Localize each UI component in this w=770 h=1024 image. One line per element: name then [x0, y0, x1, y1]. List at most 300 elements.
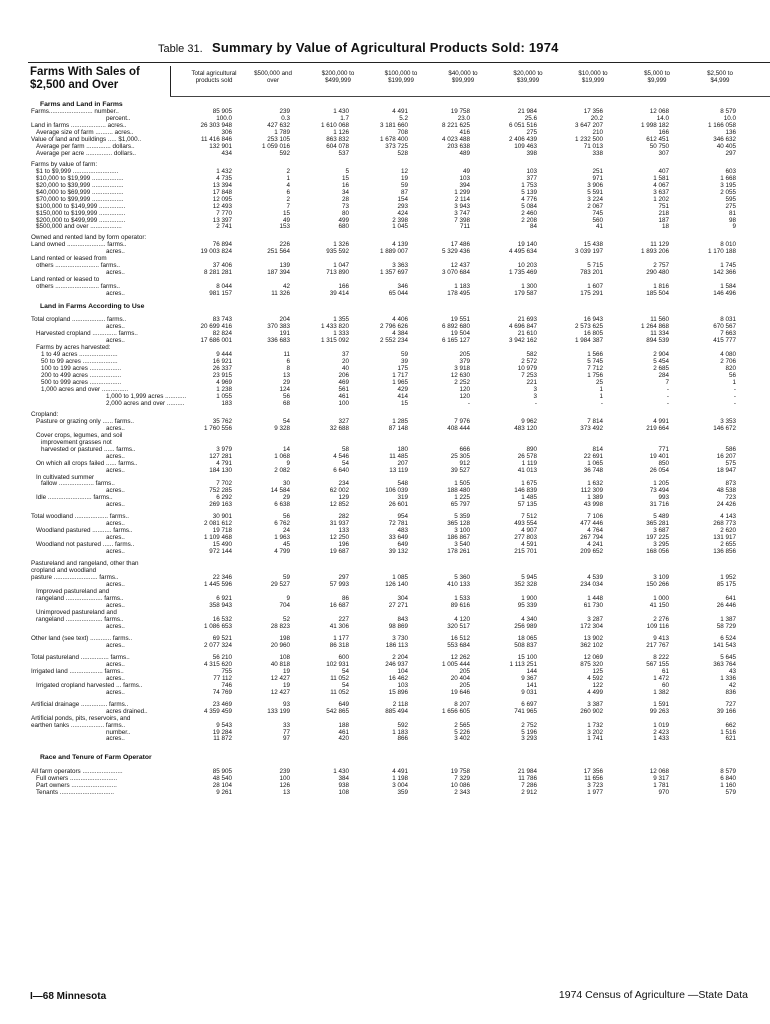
- cell-value: 4 591: [521, 541, 537, 549]
- cell-value: 4 023 488: [441, 135, 470, 143]
- cell-value: 3 295: [653, 541, 669, 549]
- cell-value: 6 921: [216, 595, 232, 603]
- row-label: rangeland ..................... farms..: [36, 615, 124, 623]
- row-label: percent..: [106, 114, 131, 122]
- cell-value: 293: [397, 202, 408, 210]
- cell-value: 850: [658, 459, 669, 467]
- row-label: others ......................... farms..: [36, 283, 120, 291]
- cell-value: 8 281 281: [203, 269, 232, 277]
- cell-value: -: [600, 399, 603, 407]
- cell-value: 253 105: [267, 135, 290, 143]
- row-label: 50 to 99 acres ....................: [41, 357, 118, 365]
- section-heading: Farms and Land in Farms: [40, 101, 123, 108]
- cell-value: 15 896: [388, 688, 408, 696]
- column-header-line: $500,000 and: [254, 70, 292, 77]
- row-label: acres..: [106, 548, 125, 556]
- cell-value: 16 687: [329, 601, 349, 609]
- cell-value: 187 394: [267, 269, 290, 277]
- cell-value: 16 512: [450, 634, 470, 642]
- cell-value: 1 432: [216, 167, 232, 175]
- cell-value: 3 100: [454, 527, 470, 535]
- cell-value: 9: [286, 459, 290, 467]
- cell-value: 16 207: [716, 452, 736, 460]
- column-header-line: $100,000 to: [384, 70, 418, 77]
- row-label: Average per farm .............. dollars..: [36, 142, 135, 150]
- cell-value: 43 998: [583, 501, 603, 509]
- cell-value: 86: [341, 595, 349, 603]
- row-label: Idle ......................... farms..: [36, 494, 113, 502]
- cell-value: 1 086 653: [203, 622, 232, 630]
- cell-value: 1 717: [392, 371, 408, 379]
- cell-value: 73: [341, 202, 349, 210]
- cell-value: -: [733, 392, 736, 400]
- cell-value: 1 516: [720, 728, 736, 736]
- cell-value: 39 132: [388, 548, 408, 556]
- cell-value: 98 869: [388, 622, 408, 630]
- column-header-line: $40,000 to: [448, 70, 478, 77]
- cell-value: 133: [338, 527, 349, 535]
- cell-value: 18: [661, 223, 669, 231]
- cell-value: 98: [728, 216, 736, 224]
- cell-value: 1 000: [653, 595, 669, 603]
- cell-value: 191: [279, 330, 290, 338]
- cell-value: 10.0: [723, 114, 736, 122]
- cell-value: 373 492: [580, 424, 603, 432]
- row-label: acres..: [106, 337, 125, 345]
- cell-value: 1 326: [333, 241, 349, 249]
- cell-value: 1 430: [333, 768, 349, 776]
- cell-value: 180: [397, 445, 408, 453]
- cell-value: 938: [338, 782, 349, 790]
- cell-value: -: [534, 399, 537, 407]
- cell-value: 771: [658, 445, 669, 453]
- cell-value: 866: [397, 735, 408, 743]
- cell-value: 103: [397, 681, 408, 689]
- cell-value: 144: [526, 667, 537, 675]
- cell-value: 338: [592, 149, 603, 157]
- column-header-line: $99,999: [451, 77, 475, 84]
- row-label: Cropland:: [31, 410, 59, 418]
- cell-value: 122: [592, 681, 603, 689]
- cell-value: 3 353: [720, 417, 736, 425]
- cell-value: 5 715: [587, 262, 603, 270]
- cell-value: 12 493: [212, 202, 232, 210]
- cell-value: 3 906: [587, 181, 603, 189]
- cell-value: 16: [341, 181, 349, 189]
- cell-value: -: [666, 392, 669, 400]
- cell-value: 4 406: [392, 316, 408, 324]
- cell-value: 127 281: [209, 452, 232, 460]
- cell-value: 205: [459, 681, 470, 689]
- cell-value: 27 271: [388, 601, 408, 609]
- cell-value: 1 745: [720, 262, 736, 270]
- cell-value: 1 952: [720, 574, 736, 582]
- cell-value: 1 584: [720, 283, 736, 291]
- cell-value: 4 735: [216, 174, 232, 182]
- cell-value: 3 109: [653, 574, 669, 582]
- cell-value: 19 758: [450, 768, 470, 776]
- cell-value: 9 962: [521, 417, 537, 425]
- cell-value: 1.7: [340, 114, 349, 122]
- cell-value: 136: [725, 128, 736, 136]
- cell-value: 15 100: [517, 653, 537, 661]
- cell-value: 11 485: [389, 452, 408, 460]
- cell-value: 1 202: [653, 195, 669, 203]
- cell-value: 1 741: [587, 735, 603, 743]
- cell-value: 752 285: [209, 487, 232, 495]
- row-label: pasture ......................... farms..: [31, 574, 119, 582]
- cell-value: 1 047: [333, 262, 349, 270]
- cell-value: 2 343: [454, 789, 470, 797]
- cell-value: 25: [595, 378, 603, 386]
- row-label: Average per acre ............... dollars..: [36, 149, 136, 157]
- row-label: acres..: [106, 424, 125, 432]
- cell-value: 5 329 436: [441, 248, 470, 256]
- cell-value: 713 890: [326, 269, 349, 277]
- cell-value: 3 637: [653, 188, 669, 196]
- cell-value: 33: [282, 721, 290, 729]
- cell-value: -: [666, 399, 669, 407]
- cell-value: 29 527: [270, 581, 290, 589]
- cell-value: 22 691: [583, 452, 603, 460]
- cell-value: 3 387: [587, 700, 603, 708]
- cell-value: 2 208: [521, 216, 537, 224]
- cell-value: 4 799: [274, 548, 290, 556]
- cell-value: 12: [400, 167, 408, 175]
- row-label: Farms......................... number..: [31, 107, 119, 115]
- cell-value: 16 532: [212, 615, 232, 623]
- cell-value: 19 718: [212, 527, 232, 535]
- cell-value: 592: [279, 149, 290, 157]
- cell-value: 2 741: [216, 223, 232, 231]
- cell-value: 327: [338, 417, 349, 425]
- cell-value: 28 104: [212, 782, 232, 790]
- cell-value: 32 688: [329, 424, 349, 432]
- cell-value: 11 560: [650, 316, 669, 324]
- cell-value: 77: [282, 728, 290, 736]
- footer-page-label: I—68 Minnesota: [30, 991, 107, 1002]
- cell-value: 2 706: [720, 357, 736, 365]
- cell-value: 2 460: [521, 209, 537, 217]
- cell-value: 5: [345, 167, 349, 175]
- cell-value: 268 773: [713, 520, 736, 528]
- row-label: acres..: [106, 520, 125, 528]
- cell-value: 24 426: [716, 501, 736, 509]
- cell-value: 2 904: [653, 351, 669, 358]
- row-label: Full owners ...........................: [36, 775, 118, 783]
- cell-value: 100.0: [216, 114, 232, 122]
- row-label: Total cropland ................... farms..: [31, 316, 127, 324]
- cell-value: 234 034: [580, 581, 603, 589]
- cell-value: 1 387: [720, 615, 736, 623]
- cell-value: 1 183: [454, 283, 470, 291]
- cell-value: 711: [459, 223, 470, 231]
- cell-value: 1 045: [392, 223, 408, 231]
- cell-value: 2 082: [274, 466, 290, 474]
- cell-value: 1 333: [333, 330, 349, 338]
- cell-value: 6 051 516: [508, 121, 537, 129]
- cell-value: 528: [397, 149, 408, 157]
- cell-value: 1 170 188: [707, 248, 736, 256]
- cell-value: 1 382: [653, 688, 669, 696]
- cell-value: 19 003 824: [200, 248, 232, 256]
- cell-value: 120: [459, 385, 470, 393]
- cell-value: 23 915: [212, 371, 232, 379]
- cell-value: 670 567: [713, 323, 736, 331]
- cell-value: 25 305: [450, 452, 470, 460]
- cell-value: 89 616: [450, 601, 470, 609]
- row-label: acres..: [106, 248, 125, 256]
- cell-value: 37 406: [212, 262, 232, 270]
- cell-value: 1 566: [587, 351, 603, 358]
- cell-value: -: [467, 399, 470, 407]
- cell-value: 12 437: [450, 262, 470, 270]
- cell-value: 206: [338, 371, 349, 379]
- cell-value: 59: [400, 181, 408, 189]
- row-label: Other land (see text) ............ farms..: [31, 634, 133, 642]
- cell-value: 11 129: [650, 241, 669, 249]
- cell-value: 2 552 234: [379, 337, 408, 345]
- cell-value: 1 732: [587, 721, 603, 729]
- cell-value: 1 963: [274, 534, 290, 542]
- cell-value: 20 960: [270, 641, 290, 649]
- cell-value: 40 405: [716, 142, 736, 150]
- column-header-line: $4,999: [710, 77, 730, 84]
- cell-value: 4 764: [587, 527, 603, 535]
- row-label: acres..: [106, 674, 125, 682]
- cell-value: 72 781: [388, 520, 408, 528]
- row-label: acres..: [106, 735, 125, 743]
- cell-value: 1 225: [454, 494, 470, 502]
- cell-value: 2 077 324: [203, 641, 232, 649]
- cell-value: 141: [526, 681, 537, 689]
- cell-value: 86 318: [329, 641, 349, 649]
- cell-value: 106 039: [385, 487, 408, 495]
- cell-value: 1 753: [521, 181, 537, 189]
- cell-value: 10 086: [450, 782, 470, 790]
- cell-value: 59: [282, 574, 290, 582]
- cell-value: 7 398: [454, 216, 470, 224]
- cell-value: 11 656: [584, 775, 603, 783]
- column-header-line: $19,999: [581, 77, 605, 84]
- cell-value: 2: [286, 167, 290, 175]
- cell-value: 885 494: [385, 707, 408, 715]
- cell-value: 2 055: [720, 188, 736, 196]
- row-label: Unimproved pastureland and: [36, 608, 117, 616]
- cell-value: 4 791: [216, 459, 232, 467]
- cell-value: 3 293: [521, 735, 537, 743]
- cell-value: 11 872: [213, 735, 232, 743]
- cell-value: 783 201: [580, 269, 603, 277]
- row-label: Artificial ponds, pits, reservoirs, and: [31, 714, 131, 722]
- cell-value: 741 965: [514, 707, 537, 715]
- cell-value: 9 328: [274, 424, 290, 432]
- cell-value: 508 837: [514, 641, 537, 649]
- cell-value: 3 942 162: [508, 337, 537, 345]
- cell-value: 34: [341, 188, 349, 196]
- cell-value: 11 326: [271, 290, 290, 298]
- cell-value: 600: [338, 653, 349, 661]
- row-label: acres..: [106, 269, 125, 277]
- cell-value: 26 303 948: [200, 121, 232, 129]
- cell-value: 5 359: [454, 513, 470, 521]
- cell-value: 68: [282, 399, 290, 407]
- cell-value: 11 334: [650, 330, 669, 338]
- cell-value: 7 253: [521, 371, 537, 379]
- cell-value: 218: [658, 209, 669, 217]
- cell-value: 1: [286, 174, 290, 182]
- cell-value: 1 656 605: [441, 707, 470, 715]
- cell-value: 17 848: [212, 188, 232, 196]
- cell-value: 54: [341, 459, 349, 467]
- cell-value: 275: [526, 128, 537, 136]
- cell-value: 6: [286, 188, 290, 196]
- cell-value: 15: [282, 209, 290, 217]
- cell-value: 154: [397, 195, 408, 203]
- cell-value: 146 672: [713, 424, 736, 432]
- cell-value: 15: [341, 174, 349, 182]
- cell-value: 461: [338, 392, 349, 400]
- row-label: 1 to 49 acres ......................: [41, 351, 118, 358]
- cell-value: 124: [279, 385, 290, 393]
- cell-value: 4 139: [392, 241, 408, 249]
- cell-value: 4 907: [521, 527, 537, 535]
- cell-value: 1 965: [392, 378, 408, 386]
- cell-value: 251: [592, 167, 603, 175]
- cell-value: 1: [599, 392, 603, 400]
- cell-value: 15: [400, 399, 408, 407]
- row-label: acres..: [106, 581, 125, 589]
- row-label: Cover crops, legumes, and soil: [36, 431, 123, 439]
- cell-value: 1 205: [653, 480, 669, 488]
- cell-value: 2 573 625: [574, 323, 603, 331]
- cell-value: 434: [221, 149, 232, 157]
- cell-value: 23.0: [457, 114, 470, 122]
- cell-value: 0.3: [281, 114, 290, 122]
- cell-value: 198: [279, 634, 290, 642]
- cell-value: 60: [661, 681, 669, 689]
- cell-value: 2 912: [521, 789, 537, 797]
- row-label: $20,000 to $39,999 ..................: [36, 181, 124, 189]
- cell-value: 83 743: [212, 316, 232, 324]
- cell-value: 820: [725, 364, 736, 372]
- cell-value: 365 128: [447, 520, 470, 528]
- cell-value: 12 068: [649, 768, 669, 776]
- row-label: improvement grasses not: [41, 438, 112, 446]
- cell-value: 141 543: [713, 641, 736, 649]
- cell-value: 7 770: [216, 209, 232, 217]
- cell-value: 1 668: [720, 174, 736, 182]
- cell-value: 4 384: [392, 330, 408, 338]
- cell-value: 31 937: [329, 520, 349, 528]
- cell-value: 1 735 469: [508, 269, 537, 277]
- cell-value: 12 427: [270, 688, 290, 696]
- cell-value: 1 756: [587, 371, 603, 379]
- cell-value: 19 687: [329, 548, 349, 556]
- cell-value: 7 329: [454, 775, 470, 783]
- row-label: Land rented or leased from: [31, 255, 107, 263]
- cell-value: 358 943: [209, 601, 232, 609]
- cell-value: 41 306: [329, 622, 349, 630]
- cell-value: 19 140: [517, 241, 537, 249]
- cell-value: 5 084: [521, 202, 537, 210]
- cell-value: 1 984 387: [574, 337, 603, 345]
- cell-value: 256 989: [514, 622, 537, 630]
- cell-value: 370 383: [267, 323, 290, 331]
- cell-value: 277 803: [514, 534, 537, 542]
- cell-value: 595: [725, 195, 736, 203]
- cell-value: 17 686 001: [200, 337, 232, 345]
- cell-value: 13: [282, 789, 290, 797]
- cell-value: 11 416 846: [200, 135, 232, 143]
- cell-value: 477 446: [580, 520, 603, 528]
- cell-value: 100: [338, 399, 349, 407]
- row-label: acres..: [106, 688, 125, 696]
- cell-value: 3 039 197: [574, 248, 603, 256]
- cell-value: 133 199: [267, 707, 290, 715]
- cell-value: 745: [592, 209, 603, 217]
- cell-value: 1 485: [521, 494, 537, 502]
- cell-value: 7 512: [521, 513, 537, 521]
- cell-value: 612 451: [646, 135, 669, 143]
- cell-value: 5 645: [720, 653, 736, 661]
- cell-value: 185 504: [646, 290, 669, 298]
- cell-value: 4 359 459: [203, 707, 232, 715]
- cell-value: 7 702: [216, 480, 232, 488]
- cell-value: 1 285: [392, 417, 408, 425]
- cell-value: 19 284: [212, 728, 232, 736]
- cell-value: 131 917: [713, 534, 736, 542]
- cell-value: 2 067: [587, 202, 603, 210]
- cell-value: 553 684: [447, 641, 470, 649]
- cell-value: 2 655: [720, 541, 736, 549]
- cell-value: 542 865: [326, 707, 349, 715]
- cell-value: 414: [397, 392, 408, 400]
- cell-value: 1 675: [521, 480, 537, 488]
- cell-value: 37: [341, 351, 349, 358]
- cell-value: 215 701: [514, 548, 537, 556]
- cell-value: 890: [526, 445, 537, 453]
- cell-value: 39 527: [450, 466, 470, 474]
- cell-value: 184 130: [209, 466, 232, 474]
- cell-value: 836: [725, 688, 736, 696]
- cell-value: 4: [286, 181, 290, 189]
- cell-value: 297: [338, 574, 349, 582]
- cell-value: 319: [397, 494, 408, 502]
- row-label: Land owned ...................... farms..: [31, 241, 127, 249]
- cell-value: 3 402: [454, 735, 470, 743]
- row-label: cropland and woodland: [31, 567, 97, 575]
- cell-value: 65 797: [450, 501, 470, 509]
- cell-value: 1 065: [587, 459, 603, 467]
- cell-value: 42: [728, 681, 736, 689]
- cell-value: 2 114: [454, 195, 470, 203]
- column-header-line: $39,999: [516, 77, 540, 84]
- row-label: Land in farms .................... acres..: [31, 121, 127, 129]
- row-label: acres..: [106, 501, 125, 509]
- row-label: $40,000 to $69,999 ..................: [36, 188, 124, 196]
- cell-value: 35 762: [212, 417, 232, 425]
- cell-value: 3 647 207: [574, 121, 603, 129]
- cell-value: 575: [725, 459, 736, 467]
- cell-value: 12 069: [583, 653, 603, 661]
- column-header-line: $20,000 to: [513, 70, 543, 77]
- cell-value: 26 601: [388, 501, 408, 509]
- cell-value: 592: [397, 721, 408, 729]
- cell-value: 17 486: [450, 241, 470, 249]
- cell-value: 9: [286, 595, 290, 603]
- row-label: All farm operators .......................: [31, 768, 123, 776]
